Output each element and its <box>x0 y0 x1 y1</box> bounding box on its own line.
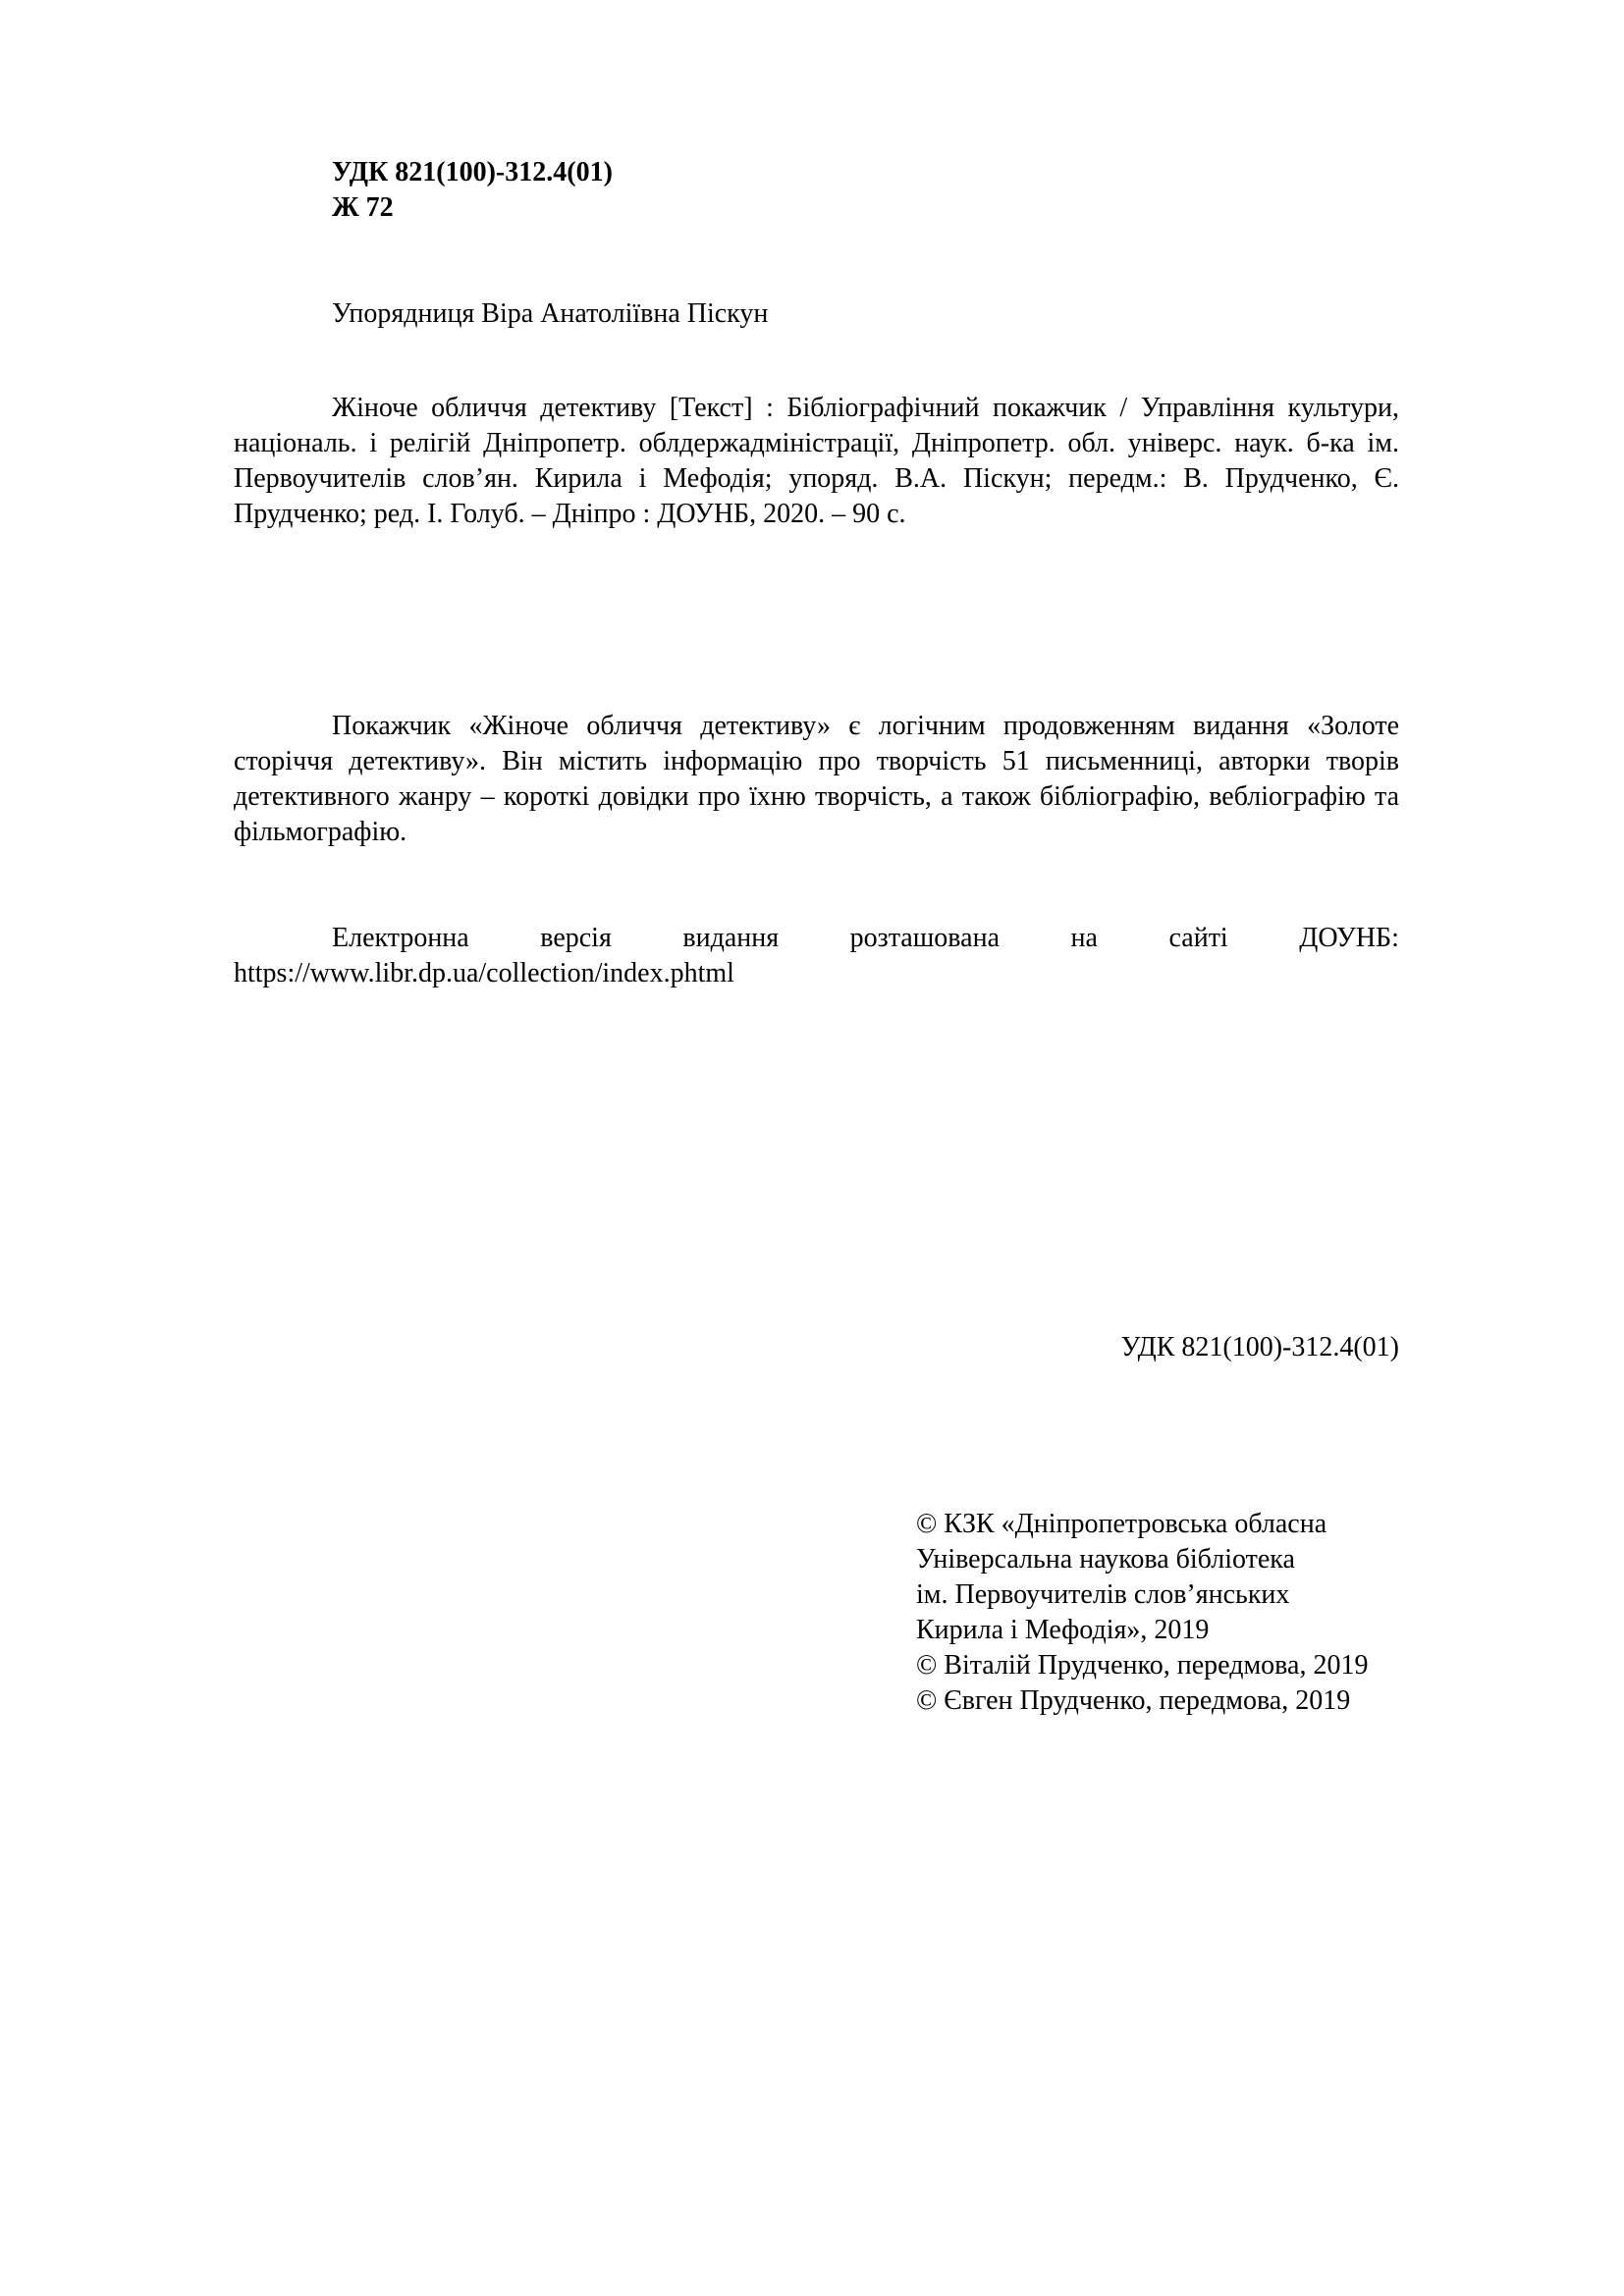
copyright-line: Кирила і Мефодія», 2019 <box>916 1615 1210 1645</box>
compiler-line: Упорядниця Віра Анатоліївна Піскун <box>332 298 769 329</box>
website-url: https://www.libr.dp.ua/collection/index.phtml <box>234 958 734 988</box>
udk-code: УДК 821(100)-312.4(01) <box>332 157 613 187</box>
electronic-version-text <box>332 921 1399 956</box>
word: видання <box>682 923 780 953</box>
word: версія <box>540 923 612 953</box>
word: ДОУНБ: <box>1299 923 1399 953</box>
udk-code-right: УДК 821(100)-312.4(01) <box>1120 1332 1399 1362</box>
copyright-line: © Віталій Прудченко, передмова, 2019 <box>916 1650 1369 1681</box>
udk-header <box>332 155 613 226</box>
copyright-line: © Євген Прудченко, передмова, 2019 <box>916 1685 1351 1716</box>
word: на <box>1070 923 1098 953</box>
copyright-line: © КЗК «Дніпропетровська обласна <box>916 1509 1327 1539</box>
copyright-block <box>916 1507 1368 1719</box>
copyright-line: Універсальна наукова бібліотека <box>916 1544 1295 1575</box>
word: сайті <box>1168 923 1228 953</box>
electronic-version-paragraph <box>234 921 1399 991</box>
author-sign: Ж 72 <box>332 192 394 223</box>
word: Електронна <box>332 923 469 953</box>
annotation-paragraph: Покажчик «Жіноче обличчя детективу» є логічним продовженням видання «Золоте сторіччя детективу». Він містить інформацію про творчість 51 письменниці, авторки творів детективного жанру – короткі довідки про їхню творчість, а також бібліографію, вебліографію та фільмографію. <box>234 711 1399 847</box>
word: розташована <box>849 923 1000 953</box>
copyright-line: ім. Первоучителів слов’янських <box>916 1579 1290 1610</box>
bibliographic-record: Жіноче обличчя детективу [Текст] : Бібліографічний покажчик / Управління культури, національ. і релігій Дніпропетр. облдержадміністрації, Дніпропетр. обл. універс. наук. б-ка ім. Первоучителів слов’ян. Кирила і Мефодія; упоряд. В.А. Піскун; передм.: В. Прудченко, Є. Прудченко; ред. І. Голуб. – Дніпро : ДОУНБ, 2020. – 90 с. <box>234 393 1399 529</box>
